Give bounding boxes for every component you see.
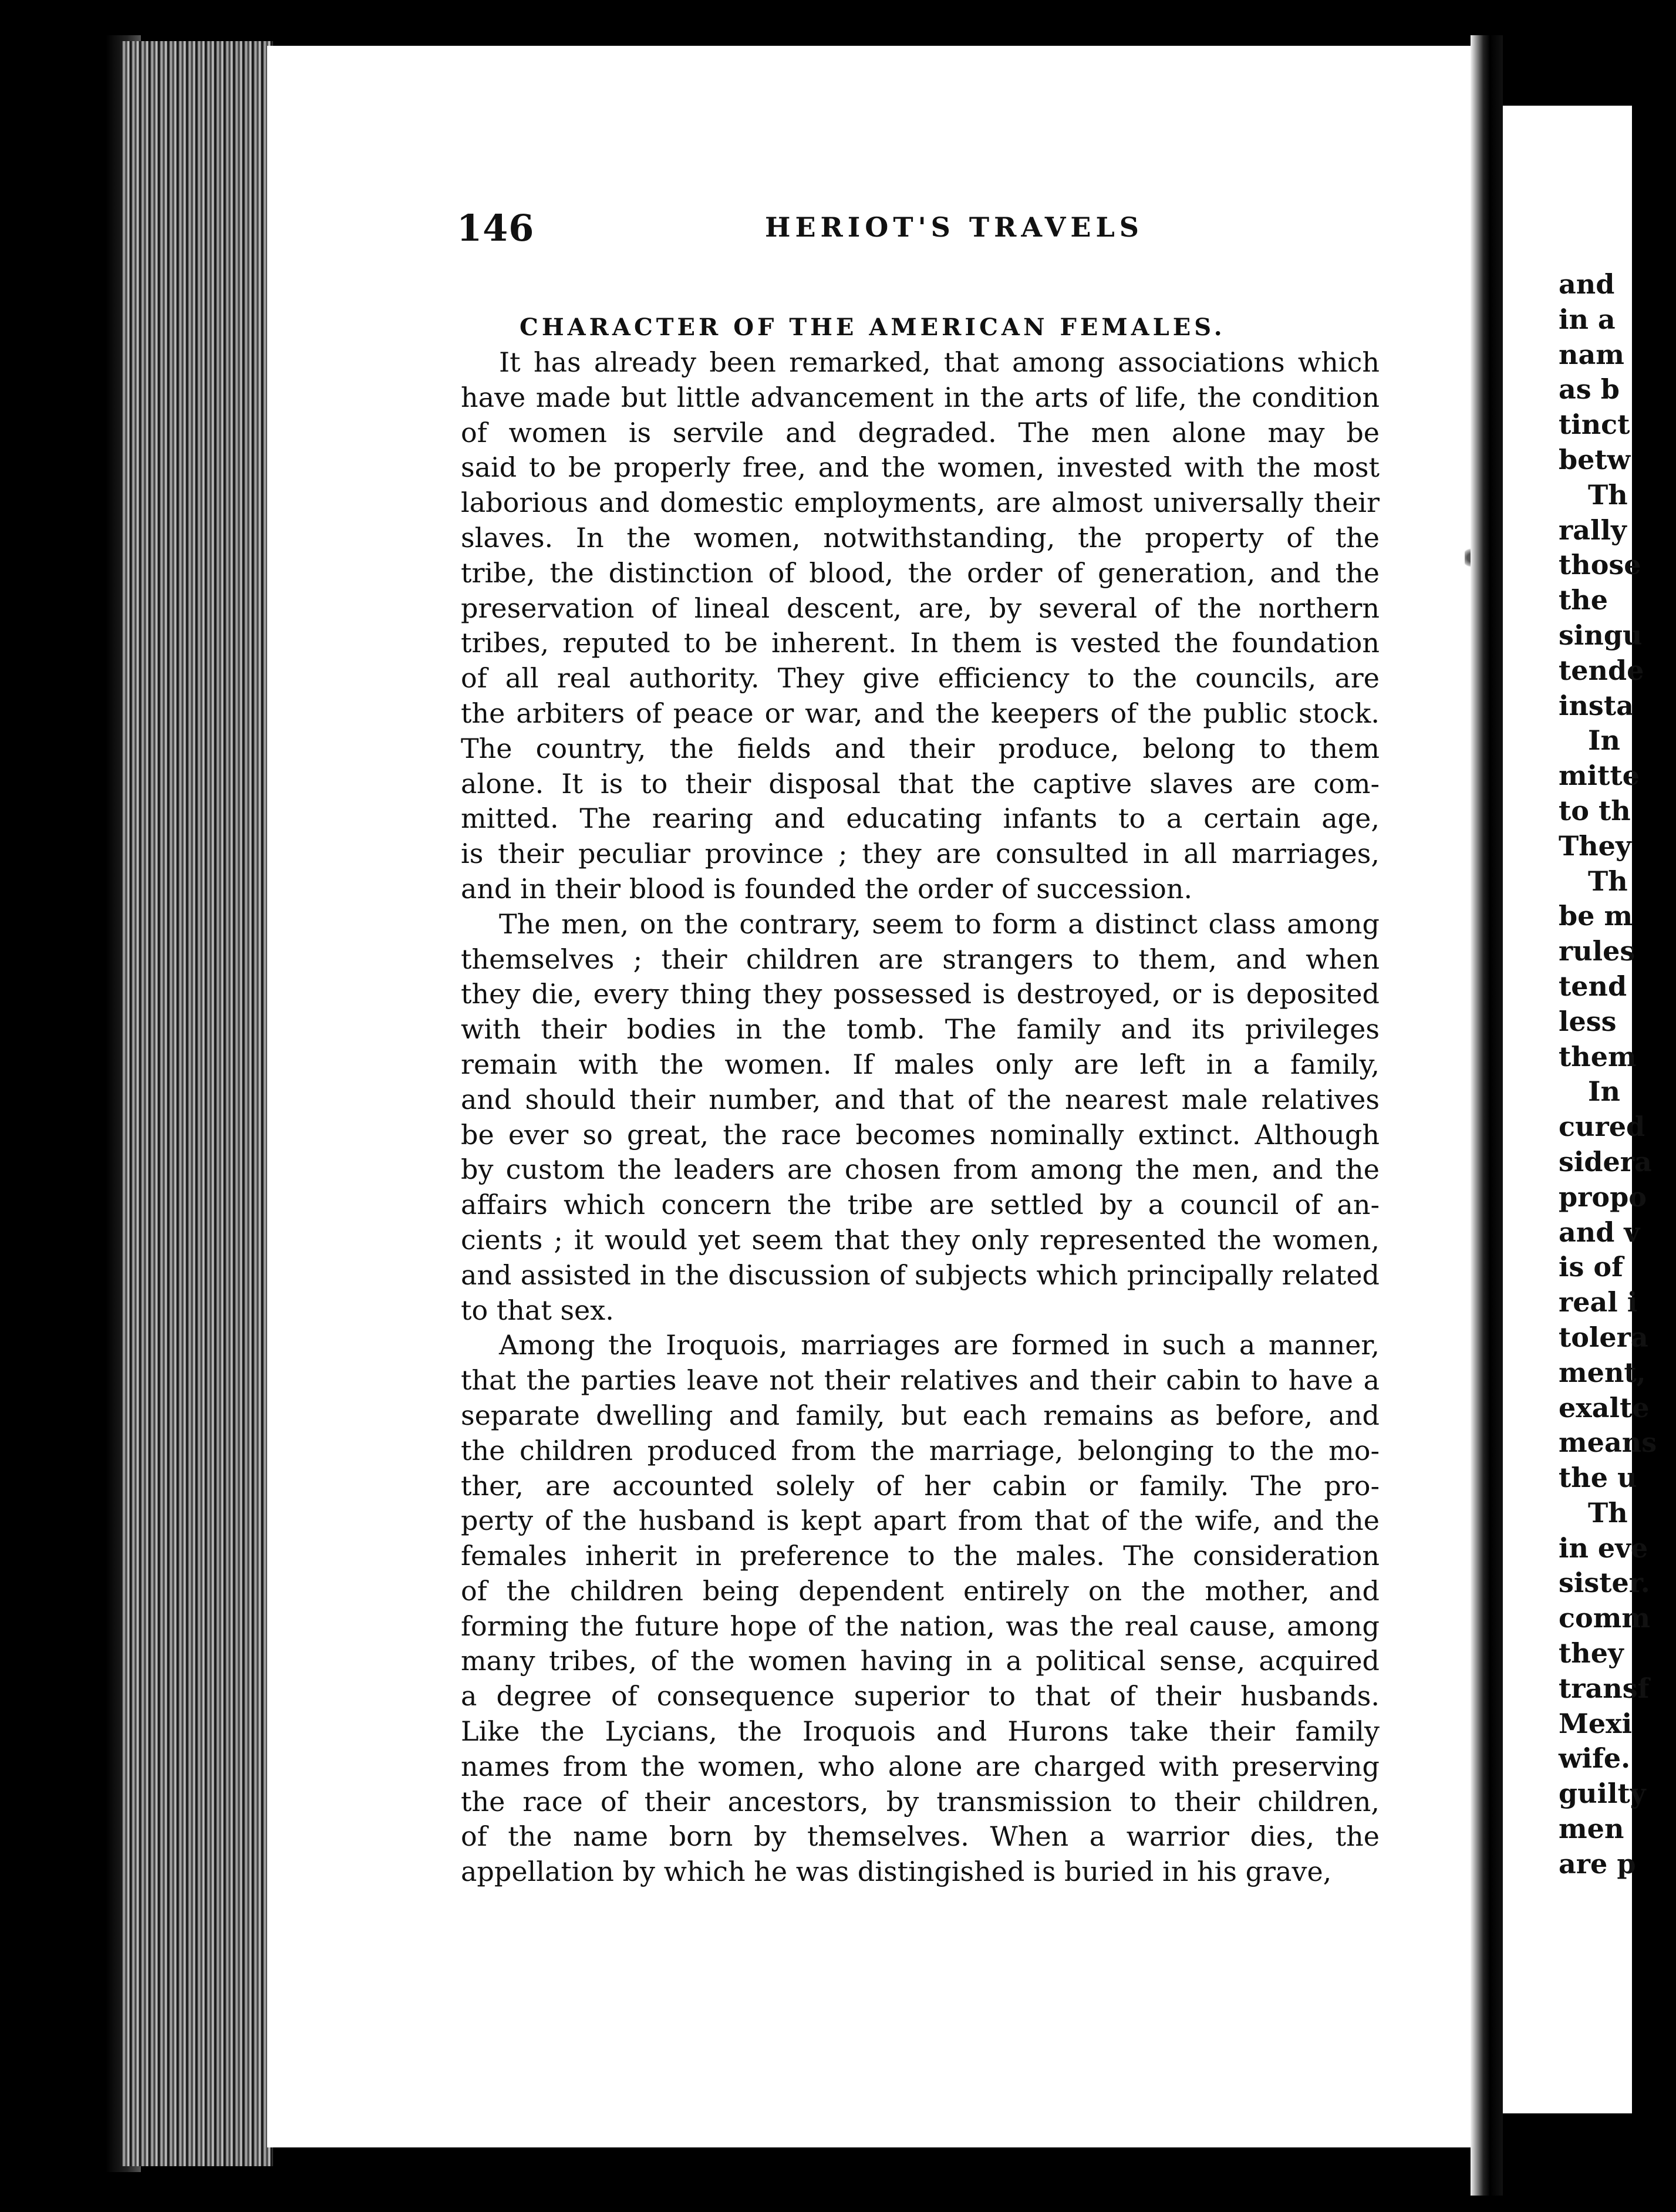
text-line: It has already been remarked, that among associations which [499, 346, 1380, 378]
right-page-line-fragment: tende [1559, 654, 1644, 686]
right-page-line-fragment: the u [1559, 1462, 1637, 1494]
right-page-line-fragment: sidera [1559, 1145, 1652, 1178]
right-page-line-fragment: are p [1559, 1847, 1636, 1880]
text-line: ther, are accounted solely of her cabin or family. The pro- [461, 1469, 1380, 1502]
right-page-line-fragment: In [1588, 1075, 1620, 1108]
text-line: mitted. The rearing and educating infants to a certain age, [461, 802, 1380, 835]
text-line: and in their blood is founded the order of succession. [461, 872, 1193, 905]
text-line: perty of the husband is kept apart from that of the wife, and the [461, 1505, 1380, 1537]
right-page-line-fragment: cured [1559, 1111, 1645, 1143]
right-page-line-fragment: in a [1559, 303, 1616, 335]
right-page-line-fragment: betw [1559, 443, 1631, 476]
text-line: and assisted in the discussion of subjects which principally related [461, 1259, 1380, 1291]
text-line: they die, every thing they possessed is destroyed, or is deposited [461, 978, 1380, 1010]
text-line: by custom the leaders are chosen from among the men, and the [461, 1154, 1380, 1186]
text-line: laborious and domestic employments, are almost universally their [461, 487, 1380, 519]
text-line: tribe, the distinction of blood, the order of generation, and the [461, 557, 1380, 589]
text-line: the children produced from the marriage, belonging to the mo- [461, 1434, 1380, 1466]
right-page-line-fragment: they [1559, 1637, 1624, 1670]
text-line: slaves. In the women, notwithstanding, the property of the [461, 521, 1380, 554]
text-line: be ever so great, the race becomes nominally extinct. Although [461, 1118, 1380, 1151]
right-page-line-fragment: Th [1588, 478, 1628, 511]
page-header [457, 207, 1384, 248]
text-line: names from the women, who alone are charged with preserving [461, 1750, 1380, 1782]
right-page-line-fragment: singu [1559, 619, 1643, 651]
text-line: forming the future hope of the nation, was the real cause, among [461, 1610, 1380, 1642]
right-page-line-fragment: exalte [1559, 1391, 1650, 1424]
right-page-line-fragment: nam [1559, 338, 1624, 370]
text-line: with their bodies in the tomb. The family and its privileges [461, 1013, 1380, 1046]
text-line: said to be properly free, and the women, invested with the most [461, 451, 1380, 484]
text-line: is their peculiar province ; they are consulted in all marriages, [461, 838, 1380, 870]
text-line: preservation of lineal descent, are, by several of the northern [461, 592, 1380, 624]
text-line: and should their number, and that of the nearest male relatives [461, 1083, 1380, 1115]
right-page-line-fragment: In [1588, 724, 1620, 757]
right-page-line-fragment: Th [1588, 1496, 1628, 1529]
text-line: alone. It is to their disposal that the captive slaves are com- [461, 767, 1380, 800]
running-title: HERIOT'S TRAVELS [765, 211, 1144, 243]
right-page-line-fragment: ment, [1559, 1356, 1646, 1388]
right-page-line-fragment: less [1559, 1005, 1617, 1037]
text-line: of the children being dependent entirely on the mother, and [461, 1574, 1380, 1607]
right-page-line-fragment: comm [1559, 1602, 1651, 1634]
right-page-line-fragment: them [1559, 1040, 1637, 1073]
right-page-line-fragment: rally [1559, 514, 1627, 546]
right-page-line-fragment: rules [1559, 935, 1635, 967]
right-page-line-fragment: is of [1559, 1251, 1623, 1283]
right-page-line-fragment: wife. [1559, 1742, 1631, 1775]
right-page-line-fragment: guilty [1559, 1778, 1646, 1810]
right-page-text [1559, 267, 1676, 1882]
text-line: Among the Iroquois, marriages are formed in such a manner, [499, 1329, 1380, 1361]
right-page-line-fragment: the [1559, 584, 1608, 616]
right-page-line-fragment: in eve [1559, 1532, 1648, 1564]
right-page-line-fragment: They [1559, 830, 1631, 862]
right-page-line-fragment: means [1559, 1427, 1657, 1459]
right-page-line-fragment: tolera [1559, 1321, 1648, 1353]
book-fore-edge [120, 41, 273, 2166]
text-line: to that sex. [461, 1294, 614, 1326]
body-text [461, 310, 1380, 1890]
text-line: the arbiters of peace or war, and the keepers of the public stock. [461, 697, 1380, 729]
right-page-line-fragment: and [1559, 268, 1615, 300]
right-page-line-fragment: insta [1559, 689, 1634, 721]
right-page-line-fragment: mitte [1559, 760, 1640, 792]
text-line: The men, on the contrary, seem to form a distinct class among [499, 908, 1380, 940]
text-line: separate dwelling and family, but each remains as before, and [461, 1399, 1380, 1431]
right-page-line-fragment: as b [1559, 373, 1620, 406]
text-line: The country, the fields and their produce, belong to them [461, 732, 1380, 764]
section-heading: CHARACTER OF THE AMERICAN FEMALES. [520, 313, 1226, 341]
right-page-line-fragment: and v [1559, 1216, 1640, 1248]
right-page-line-fragment: those [1559, 549, 1641, 581]
text-line: appellation by which he was distingished is buried in his grave, [461, 1856, 1332, 1888]
right-page-line-fragment: tend [1559, 970, 1627, 1002]
paragraph [461, 1328, 1380, 1890]
right-page-line-fragment: Mexi [1559, 1707, 1633, 1739]
page-number: 146 [457, 207, 535, 249]
text-line: the race of their ancestors, by transmission to their children, [461, 1785, 1380, 1818]
right-page-line-fragment: propo [1559, 1181, 1647, 1213]
right-page-line-fragment: real i [1559, 1286, 1638, 1319]
text-line: many tribes, of the women having in a political sense, acquired [461, 1645, 1380, 1677]
paragraph [461, 345, 1380, 907]
text-line: remain with the women. If males only are left in a family, [461, 1048, 1380, 1080]
text-line: have made but little advancement in the arts of life, the condition [461, 381, 1380, 413]
right-page-line-fragment: transf [1559, 1672, 1650, 1704]
paragraph [461, 907, 1380, 1328]
text-line: a degree of consequence superior to that of their husbands. [461, 1680, 1380, 1712]
right-page-line-fragment: to th [1559, 794, 1631, 827]
text-line: affairs which concern the tribe are settled by a council of an- [461, 1189, 1380, 1221]
text-line: of all real authority. They give efficiency to the councils, are [461, 662, 1380, 694]
text-line: themselves ; their children are strangers to them, and when [461, 943, 1380, 975]
right-page-line-fragment: Th [1588, 865, 1628, 897]
paragraphs [461, 345, 1380, 1890]
right-page-line-fragment: tinct [1559, 409, 1630, 441]
right-page-line-fragment: sister. [1559, 1567, 1650, 1599]
book-gutter [1471, 35, 1503, 2196]
text-line: of women is servile and degraded. The men alone may be [461, 416, 1380, 449]
right-page [1503, 106, 1657, 2113]
text-line: females inherit in preference to the males. The consideration [461, 1540, 1380, 1572]
text-line: of the name born by themselves. When a warrior dies, the [461, 1820, 1380, 1853]
right-page-line-fragment: men [1559, 1813, 1624, 1845]
text-line: tribes, reputed to be inherent. In them is vested the foundation [461, 627, 1380, 659]
text-line: Like the Lycians, the Iroquois and Hurons take their family [461, 1715, 1380, 1748]
right-page-line-fragment: be m [1559, 900, 1633, 932]
text-line: cients ; it would yet seem that they only represented the women, [461, 1223, 1380, 1256]
text-line: that the parties leave not their relatives and their cabin to have a [461, 1364, 1380, 1397]
